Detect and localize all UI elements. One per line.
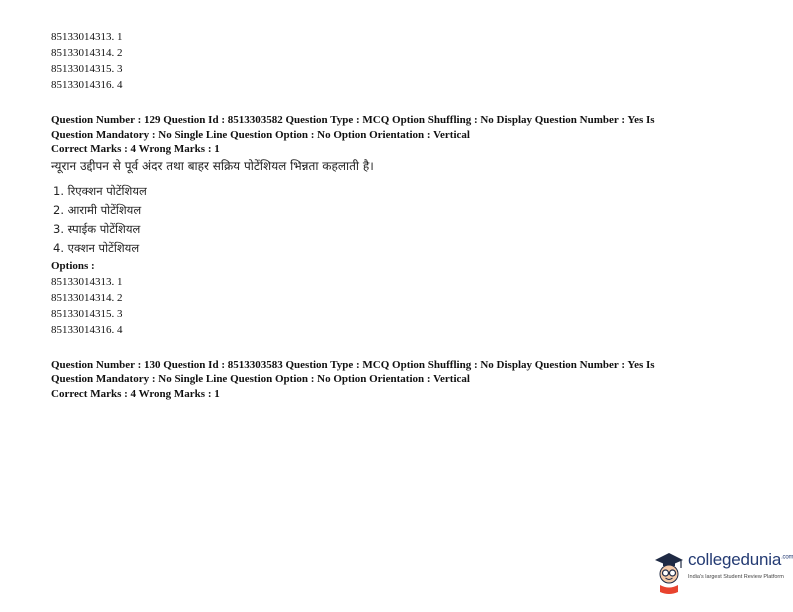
option-line: 85133014314. 2 — [51, 291, 123, 304]
question-marks: Correct Marks : 4 Wrong Marks : 1 — [51, 143, 220, 155]
choice-item: 2. आरामी पोटेंशियल — [53, 202, 142, 217]
option-line: 85133014315. 3 — [51, 63, 123, 75]
question-130 — [51, 358, 751, 402]
question-header-line2: Question Mandatory : No Single Line Question Option : No Option Orientation : Vertical — [51, 128, 470, 141]
question-choices — [53, 182, 751, 258]
question-header-line2: Question Mandatory : No Single Line Question Option : No Option Orientation : Vertical — [51, 373, 470, 385]
option-line: 85133014315. 3 — [51, 307, 123, 320]
option-line: 85133014316. 4 — [51, 79, 123, 91]
top-options-list — [51, 29, 751, 93]
collegedunia-logo[interactable] — [652, 548, 793, 598]
choice-item: 3. स्पाईक पोटेंशियल — [53, 221, 141, 236]
option-line: 85133014313. 1 — [51, 275, 123, 288]
question-header-line1: Question Number : 129 Question Id : 8513303582 Question Type : MCQ Option Shuffling : No Display Question Number : Yes Is — [51, 114, 655, 126]
options-label: Options : — [51, 259, 95, 272]
exam-document — [51, 29, 751, 401]
question-header — [51, 113, 731, 157]
option-line: 85133014313. 1 — [51, 31, 123, 43]
question-header — [51, 358, 731, 402]
question-129 — [51, 113, 751, 338]
options-list — [51, 274, 751, 338]
student-mascot-icon — [652, 548, 688, 596]
logo-wordmark: collegedunia$^{.com}$ — [688, 550, 793, 569]
option-line: 85133014316. 4 — [51, 323, 123, 336]
logo-tagline: India's largest Student Review Platform — [688, 574, 784, 580]
option-line: 85133014314. 2 — [51, 47, 123, 59]
question-header-line1: Question Number : 130 Question Id : 8513303583 Question Type : MCQ Option Shuffling : No Display Question Number : Yes Is — [51, 358, 655, 371]
choice-item: 1. रिएक्शन पोटेंशियल — [53, 183, 147, 198]
choice-item: 4. एक्शन पोटेंशियल — [53, 240, 140, 255]
question-text: न्यूरान उद्दीपन से पूर्व अंदर तथा बाहर सक्रिय पोटेंशियल भिन्नता कहलाती है। — [51, 158, 374, 173]
question-marks: Correct Marks : 4 Wrong Marks : 1 — [51, 387, 220, 400]
